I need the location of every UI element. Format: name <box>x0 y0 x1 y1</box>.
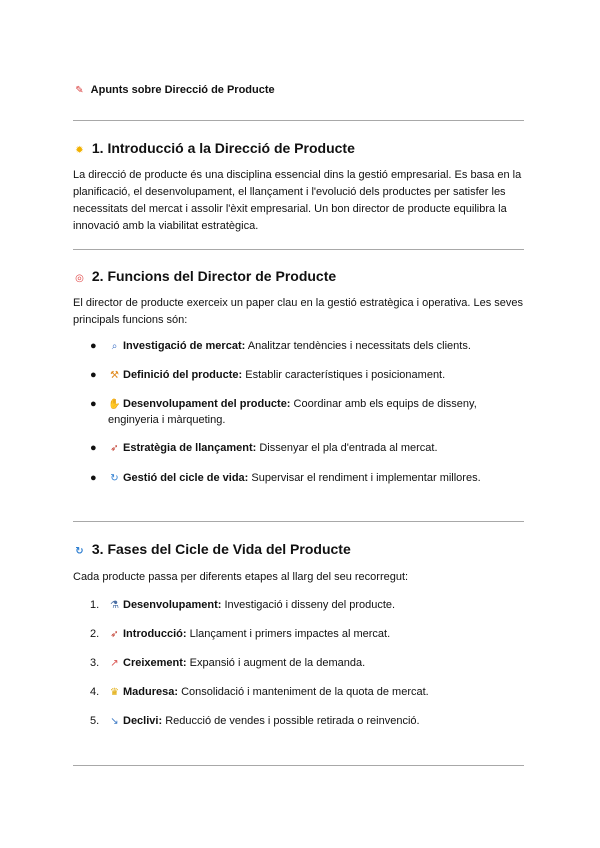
chart-down-icon: ↘ <box>110 716 119 727</box>
star-icon: ✹ <box>75 145 84 156</box>
list-item <box>90 598 520 614</box>
list-item <box>90 656 520 672</box>
section-3-intro: Cada producte passa per diferents etapes al llarg del seu recorregut: <box>73 571 409 583</box>
list-item <box>90 339 520 355</box>
list-number: 5. <box>90 715 100 727</box>
target-icon: ◎ <box>75 273 84 284</box>
magnifier-icon: ⌕ <box>111 341 118 352</box>
bullet-mark: ● <box>90 340 97 352</box>
item-label: Introducció: <box>123 628 187 640</box>
item-label: Estratègia de llançament: <box>123 442 257 454</box>
list-item <box>90 397 520 428</box>
item-text: Establir característiques i posicionament. <box>245 369 446 381</box>
item-text: Expansió i augment de la demanda. <box>189 657 366 669</box>
item-label: Gestió del cicle de vida: <box>123 472 249 484</box>
divider <box>73 765 524 766</box>
section-1-heading: ✹ 1. Introducció a la Direcció de Producte <box>73 140 355 156</box>
trophy-icon: ♛ <box>110 687 119 698</box>
document-title-text: Apunts sobre Direcció de Producte <box>90 84 275 96</box>
list-number: 3. <box>90 657 100 669</box>
item-label: Desenvolupament: <box>123 599 222 611</box>
list-number: 1. <box>90 599 100 611</box>
item-text: Reducció de vendes i possible retirada o reinvenció. <box>165 715 420 727</box>
rocket-icon: ➶ <box>110 629 119 640</box>
cycle-icon: ↻ <box>110 473 119 484</box>
item-label: Investigació de mercat: <box>123 340 246 352</box>
section-2-heading: ◎ 2. Funcions del Director de Producte <box>73 268 336 284</box>
chart-up-icon: ↗ <box>110 658 119 669</box>
pushpin-icon: ✎ <box>75 85 84 96</box>
list-item <box>90 471 520 487</box>
list-item <box>90 441 520 457</box>
list-number: 4. <box>90 686 100 698</box>
handshake-icon: ✋ <box>108 399 121 410</box>
list-number: 2. <box>90 628 100 640</box>
divider <box>73 249 524 250</box>
list-item <box>90 685 520 701</box>
list-item <box>90 627 520 643</box>
cycle-icon: ↻ <box>75 546 84 557</box>
divider <box>73 521 524 522</box>
item-text: Investigació i disseny del producte. <box>224 599 396 611</box>
section-1-body: La direcció de producte és una disciplina essencial dins la gestió empresarial. Es basa en la planificació, el desenvolupament, el llançament i l'evolució dels productes per satisfer les necessitats del mercat i assolir l'èxit empresarial. Un bon director de producte equilibra la innovació amb la viabilitat estratègica. <box>73 169 522 232</box>
section-2-intro: El director de producte exerceix un paper clau en la gestió estratègica i operativa. Les seves principals funcions són: <box>73 297 524 326</box>
item-label: Desenvolupament del producte: <box>123 398 291 410</box>
bullet-mark: ● <box>90 472 97 484</box>
item-label: Definició del producte: <box>123 369 243 381</box>
microscope-icon: ⚗ <box>110 600 119 611</box>
item-text: Supervisar el rendiment i implementar millores. <box>251 472 481 484</box>
item-label: Maduresa: <box>123 686 179 698</box>
item-label: Creixement: <box>123 657 187 669</box>
construction-icon: ⚒ <box>110 370 119 381</box>
divider <box>73 120 524 121</box>
bullet-mark: ● <box>90 369 97 381</box>
section-3-heading: ↻ 3. Fases del Cicle de Vida del Producte <box>73 541 351 557</box>
item-text: Dissenyar el pla d'entrada al mercat. <box>259 442 438 454</box>
rocket-icon: ➶ <box>110 443 119 454</box>
item-text: Coordinar amb els equips de disseny, enginyeria i màrqueting. <box>108 398 477 426</box>
item-text: Analitzar tendències i necessitats dels clients. <box>247 340 471 352</box>
item-label: Declivi: <box>123 715 163 727</box>
bullet-mark: ● <box>90 398 97 410</box>
bullet-mark: ● <box>90 442 97 454</box>
document-title <box>73 84 275 96</box>
list-item <box>90 714 520 730</box>
list-item <box>90 368 520 384</box>
item-text: Llançament i primers impactes al mercat. <box>189 628 391 640</box>
item-text: Consolidació i manteniment de la quota de mercat. <box>181 686 429 698</box>
